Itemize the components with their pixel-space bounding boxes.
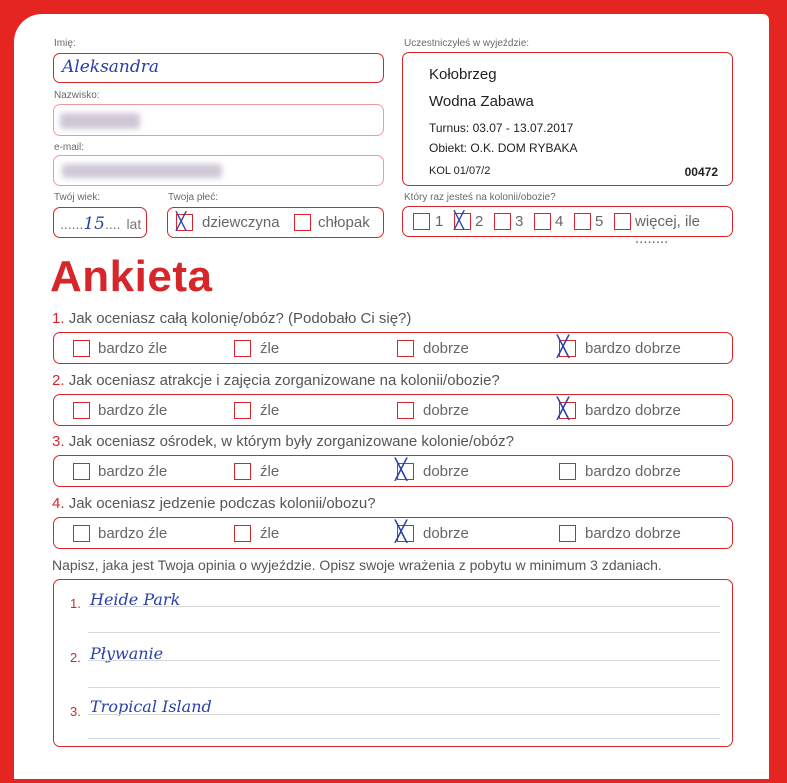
question-4: 4. Jak oceniasz jedzenie podczas kolonii/obozu?: [52, 495, 376, 512]
q1-checkbox-very-good[interactable]: ╳: [559, 340, 576, 357]
gender-option-boy: chłopak: [318, 214, 370, 231]
trip-obiekt: Obiekt: O.K. DOM RYBAKA: [429, 141, 578, 155]
gender-label: Twoja płeć:: [168, 192, 219, 203]
q4-checkbox-bad[interactable]: [234, 525, 251, 542]
name-label: Imię:: [54, 38, 76, 49]
q1-checkbox-good[interactable]: [397, 340, 414, 357]
q3-checkbox-bad[interactable]: [234, 463, 251, 480]
survey-title: Ankieta: [50, 252, 213, 301]
q2-checkbox-very-good[interactable]: ╳: [559, 402, 576, 419]
times-checkbox-2[interactable]: ╳: [454, 213, 471, 230]
opinion-line: [88, 714, 720, 715]
times-checkbox-1[interactable]: [413, 213, 430, 230]
q2-checkbox-very-bad[interactable]: [73, 402, 90, 419]
q4-checkbox-very-good[interactable]: [559, 525, 576, 542]
times-option-1: 1: [435, 213, 444, 230]
opinion-num-3: 3.: [70, 704, 81, 719]
q2-option-bad: źle: [260, 402, 280, 419]
times-checkbox-more[interactable]: [614, 213, 631, 230]
times-field: [402, 206, 733, 247]
q1-option-very-good: bardzo dobrze: [585, 340, 681, 357]
trip-program: Wodna Zabawa: [429, 93, 534, 110]
q4-option-bad: źle: [260, 525, 280, 542]
times-option-2: 2: [475, 213, 484, 230]
q3-option-very-good: bardzo dobrze: [585, 463, 681, 480]
q2-checkbox-bad[interactable]: [234, 402, 251, 419]
age-label: Twój wiek:: [54, 192, 101, 203]
opinion-num-1: 1.: [70, 596, 81, 611]
times-checkbox-4[interactable]: [534, 213, 551, 230]
trip-info-box: [402, 52, 733, 186]
gender-checkbox-boy[interactable]: [294, 214, 311, 231]
age-unit: lat: [126, 216, 142, 232]
trip-label: Uczestniczyłeś w wyjeździe:: [404, 38, 530, 49]
gender-field: [167, 207, 384, 238]
q4-checkbox-good[interactable]: ╳: [397, 525, 414, 542]
q1-checkbox-bad[interactable]: [234, 340, 251, 357]
answer-row-4: [53, 517, 733, 549]
gender-checkbox-girl[interactable]: ╳: [176, 214, 193, 231]
name-handwriting: Aleksandra: [62, 57, 160, 77]
surname-label: Nazwisko:: [54, 90, 100, 101]
times-checkbox-5[interactable]: [574, 213, 591, 230]
q3-checkbox-very-bad[interactable]: [73, 463, 90, 480]
opinion-answer-1: Heide Park: [90, 590, 181, 609]
q2-option-very-bad: bardzo źle: [98, 402, 168, 419]
times-option-5: 5: [595, 213, 604, 230]
q3-option-very-bad: bardzo źle: [98, 463, 168, 480]
trip-turnus: Turnus: 03.07 - 13.07.2017: [429, 121, 574, 135]
age-handwriting: 15: [83, 214, 105, 234]
q4-checkbox-very-bad[interactable]: [73, 525, 90, 542]
q3-checkbox-very-good[interactable]: [559, 463, 576, 480]
opinion-line: [88, 738, 720, 739]
age-line: ......15.... lat: [60, 214, 142, 234]
opinion-line: [88, 606, 720, 607]
times-option-more: więcej, ile ........: [635, 213, 701, 247]
q1-checkbox-very-bad[interactable]: [73, 340, 90, 357]
q3-option-good: dobrze: [423, 463, 469, 480]
opinion-line: [88, 632, 720, 633]
redacted-email: [62, 164, 222, 178]
q4-option-very-bad: bardzo źle: [98, 525, 168, 542]
q3-option-bad: źle: [260, 463, 280, 480]
answer-row-1: [53, 332, 733, 364]
question-3: 3. Jak oceniasz ośrodek, w którym były zorganizowane kolonie/obóz?: [52, 433, 514, 450]
q2-option-very-good: bardzo dobrze: [585, 402, 681, 419]
gender-option-girl: dziewczyna: [202, 214, 280, 231]
trip-city: Kołobrzeg: [429, 66, 497, 83]
opinion-prompt: Napisz, jaka jest Twoja opinia o wyjeździe. Opisz swoje wrażenia z pobytu w minimum 3 zdaniach.: [52, 557, 662, 573]
q2-option-good: dobrze: [423, 402, 469, 419]
opinion-num-2: 2.: [70, 650, 81, 665]
answer-row-2: [53, 394, 733, 426]
surname-field[interactable]: [53, 104, 384, 136]
times-checkbox-3[interactable]: [494, 213, 511, 230]
question-2: 2. Jak oceniasz atrakcje i zajęcia zorganizowane na kolonii/obozie?: [52, 372, 500, 389]
q4-option-good: dobrze: [423, 525, 469, 542]
q1-option-bad: źle: [260, 340, 280, 357]
redacted-surname: [60, 113, 140, 129]
q1-option-very-bad: bardzo źle: [98, 340, 168, 357]
email-label: e-mail:: [54, 142, 85, 153]
name-field[interactable]: [53, 53, 384, 83]
opinion-answer-2: Pływanie: [90, 644, 164, 663]
opinion-line: [88, 660, 720, 661]
q3-checkbox-good[interactable]: ╳: [397, 463, 414, 480]
email-field[interactable]: [53, 155, 384, 186]
opinion-answer-3: Tropical Island: [90, 697, 212, 716]
answer-row-3: [53, 455, 733, 487]
trip-number: 00472: [684, 165, 718, 179]
question-1: 1. Jak oceniasz całą kolonię/obóz? (Podobało Ci się?): [52, 310, 412, 327]
opinion-line: [88, 687, 720, 688]
times-option-4: 4: [555, 213, 564, 230]
q2-checkbox-good[interactable]: [397, 402, 414, 419]
times-option-3: 3: [515, 213, 524, 230]
q1-option-good: dobrze: [423, 340, 469, 357]
trip-code: KOL 01/07/2: [429, 165, 491, 177]
q4-option-very-good: bardzo dobrze: [585, 525, 681, 542]
age-field[interactable]: [53, 207, 147, 238]
times-label: Który raz jesteś na kolonii/obozie?: [404, 192, 556, 203]
